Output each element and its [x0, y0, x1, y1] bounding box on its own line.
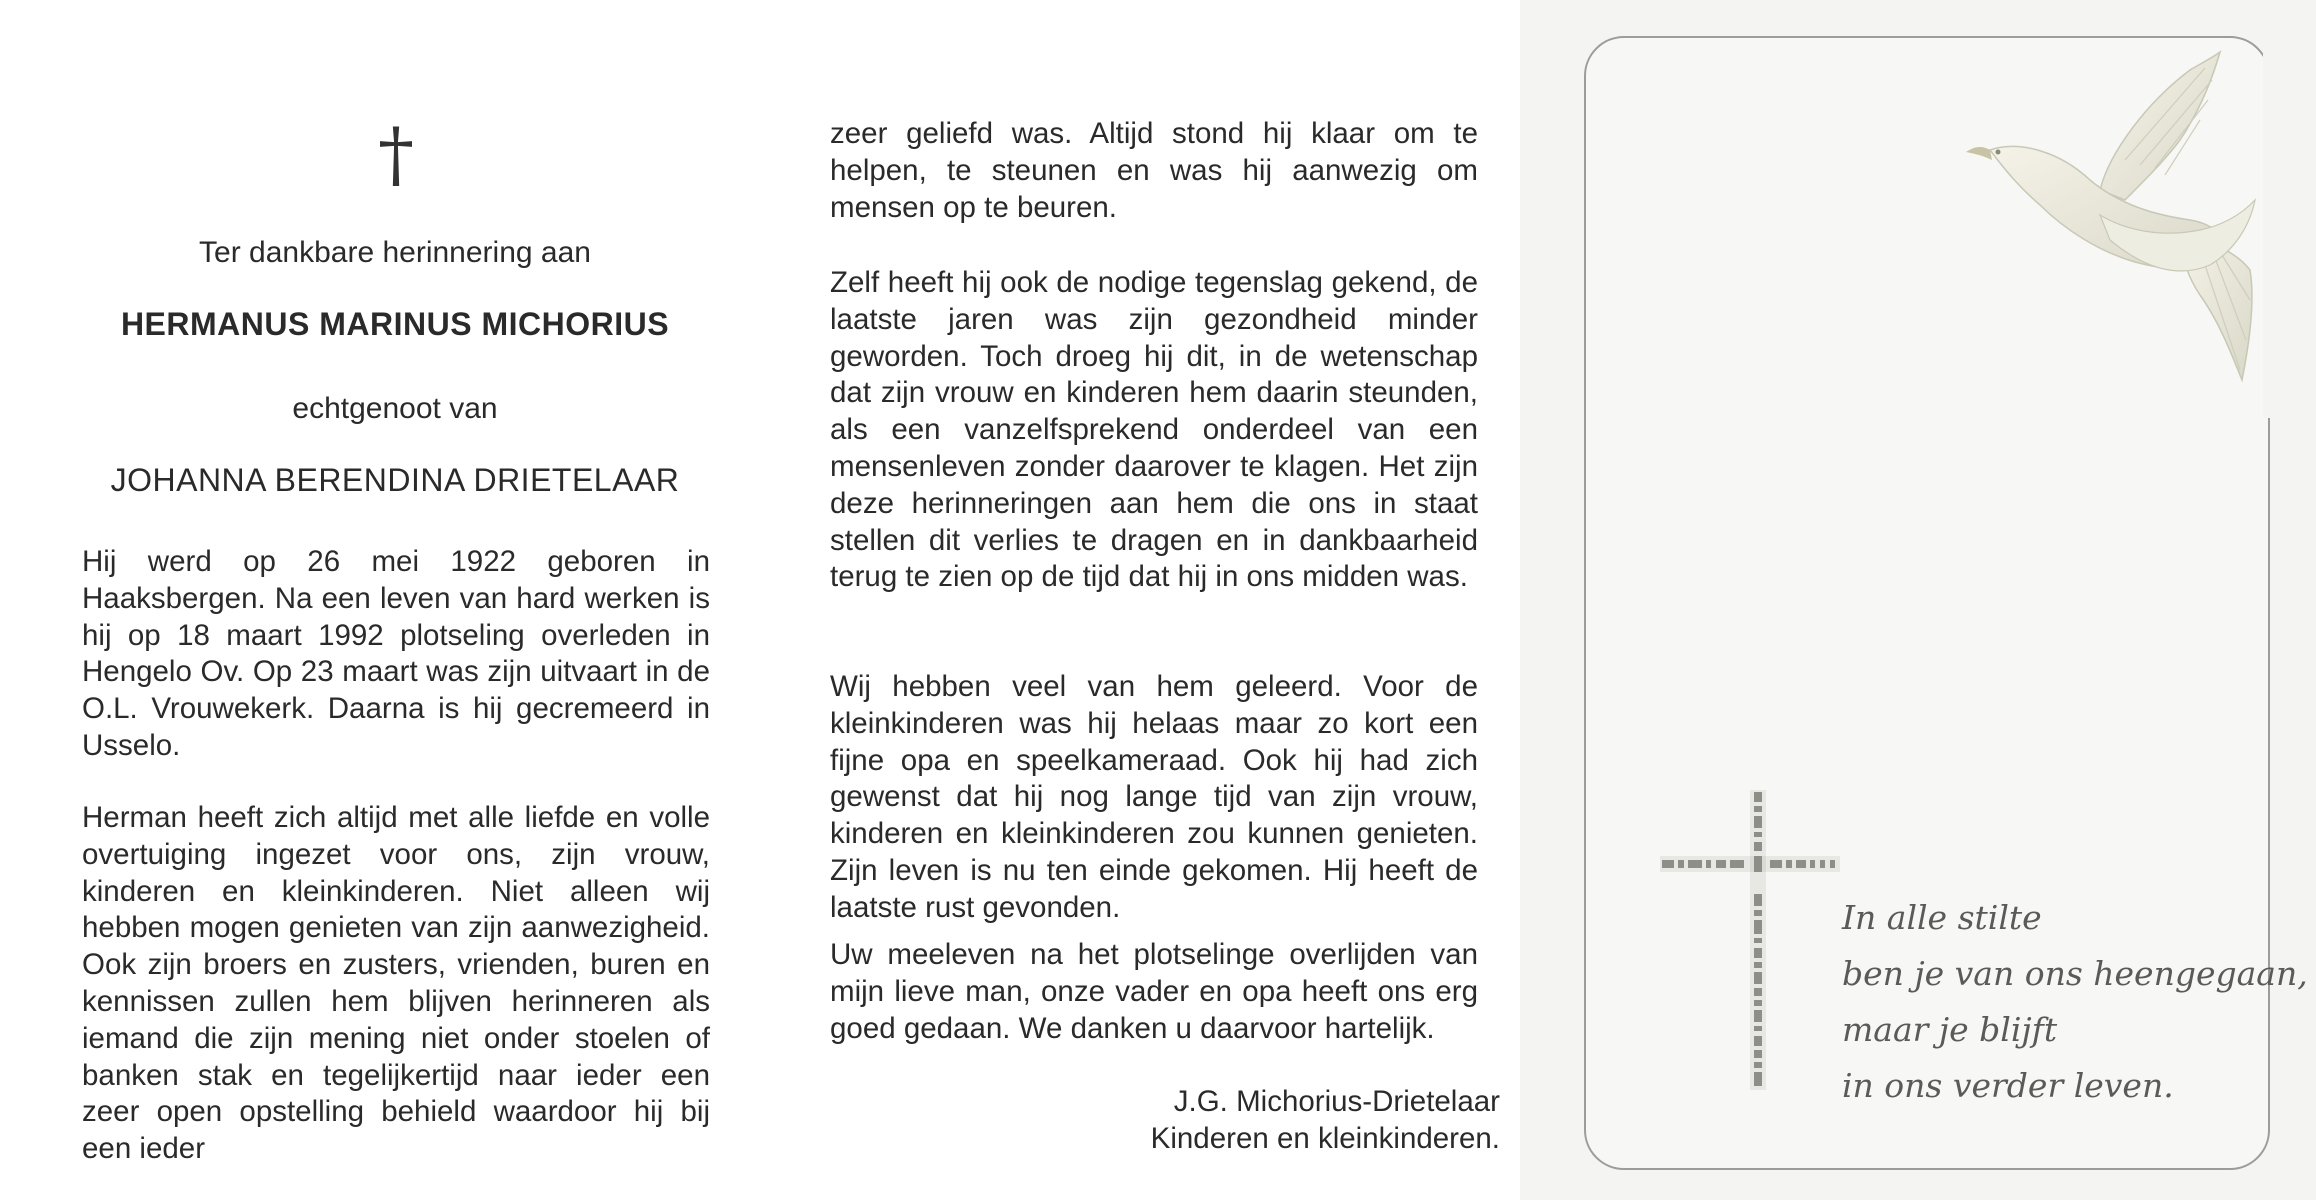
poem: [1842, 890, 2308, 1114]
poem-line: In alle stilte: [1842, 898, 2042, 937]
spouse-name: JOHANNA BERENDINA DRIETELAAR: [110, 462, 680, 498]
poem-line: maar je blijft: [1842, 1010, 2058, 1049]
tribute-paragraph: Herman heeft zich altijd met alle liefde en volle overtuiging ingezet voor ons, zijn vrouw, kinderen en kleinkinderen. Niet alleen wij hebben mogen genieten van zijn aanwezigheid. Ook zijn broers en zusters, vrienden, buren en kennissen zullen hem blijven herinneren als iemand die zijn mening niet onder stoelen of banken stak en tegelijkertijd naar ieder een zeer open opstelling behield waardoor hij bij een ieder: [82, 801, 710, 1166]
thanks-paragraph: Uw meeleven na het plotselinge overlijden van mijn lieve man, onze vader en opa heeft ons erg goed gedaan. We danken u daarvoor hartelijk.: [830, 938, 1478, 1045]
signature-family: Kinderen en kleinkinderen.: [1150, 1122, 1500, 1155]
legacy-paragraph: Wij hebben veel van hem geleerd. Voor de kleinkinderen was hij helaas maar zo kort een fijne opa en speelkameraad. Ook hij had zich gewenst dat hij nog lange tijd van zijn vrouw, kinderen en kleinkinderen zou kunnen genieten. Zijn leven is nu ten einde gekomen. Hij heeft de laatste rust gevonden.: [830, 670, 1478, 924]
intro-text: Ter dankbare herinnering aan: [199, 236, 591, 269]
spouse-label: echtgenoot van: [292, 392, 498, 425]
signature-widow: J.G. Michorius-Drietelaar: [1173, 1085, 1500, 1118]
deceased-name: HERMANUS MARINUS MICHORIUS: [120, 306, 670, 342]
dove-icon: [1950, 40, 2290, 420]
cross-ornament-icon: [1610, 790, 1850, 1110]
cross-icon: †: [378, 112, 414, 196]
poem-line: in ons verder leven.: [1842, 1066, 2174, 1105]
biography-paragraph: Hij werd op 26 mei 1922 geboren in Haaksbergen. Na een leven van hard werken is hij op 18 maart 1992 plotseling overleden in Hengelo Ov. Op 23 maart was zijn uitvaart in de O.L. Vrouwekerk. Daarna is hij gecremeerd in Usselo.: [82, 545, 710, 762]
poem-line: ben je van ons heengegaan,: [1842, 954, 2308, 993]
hardship-paragraph: Zelf heeft hij ook de nodige tegenslag gekend, de laatste jaren was zijn gezondheid minder geworden. Toch droeg hij dit, in de wetenschap dat zijn vrouw en kinderen hem daarin steunden, als een vanzelfsprekend onderdeel van een mensenleven zonder daarover te klagen. Het zijn deze herinneringen aan hem die ons in staat stellen dit verlies te dragen en in dankbaarheid terug te zien op de tijd dat hij in ons midden was.: [830, 266, 1478, 594]
left-page: [0, 0, 780, 1200]
card-front: [1520, 0, 2316, 1200]
tribute-continued-paragraph: zeer geliefd was. Altijd stond hij klaar om te helpen, te steunen en was hij aanwezig om mensen op te beuren.: [830, 117, 1478, 224]
middle-page: [780, 0, 1520, 1200]
